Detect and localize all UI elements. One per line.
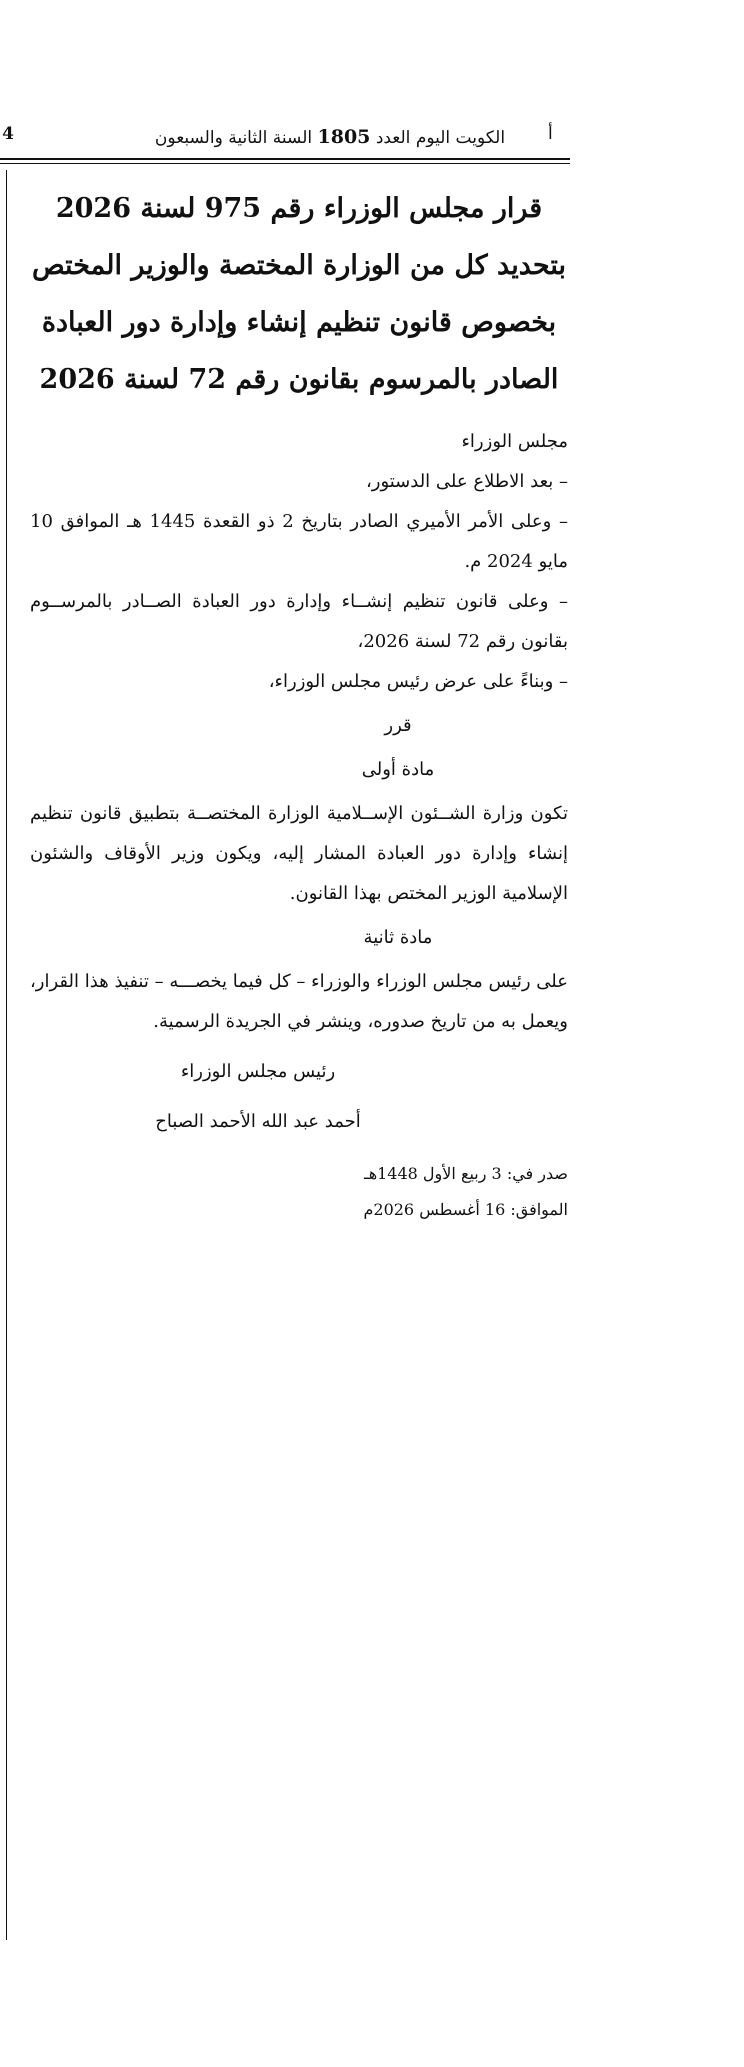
page-number: 4	[2, 124, 14, 144]
title-line: بخصوص قانون تنظيم إنشاء وإدارة دور العبادة	[41, 307, 557, 338]
header-rule-thin	[0, 163, 570, 164]
preamble-item: – بعد الاطلاع على الدستور،	[365, 471, 568, 492]
issue-number: 1805	[317, 126, 371, 148]
title-line: قرار مجلس الوزراء رقم 975 لسنة 2026	[55, 193, 543, 224]
page-letter: أ	[548, 124, 553, 144]
column-divider	[6, 170, 7, 1940]
title-line: بتحديد كل من الوزارة المختصة والوزير المختص	[31, 250, 567, 281]
article-1-text: تكون وزارة الشــئون الإســلامية الوزارة المختصــة بتطبيق قانون تنظيم إنشاء وإدارة دور العبادة المشار إليه، ويكون وزير الأوقاف والشئون الإسلامية الوزير المختص بهذا القانون.	[30, 803, 568, 904]
issue-date-hijri: صدر في: 3 ربيع الأول 1448هـ	[364, 1164, 568, 1183]
issuer: مجلس الوزراء	[461, 431, 568, 452]
decided-heading: قرر	[384, 715, 412, 736]
decision-title	[30, 180, 568, 408]
header-title-suffix: السنة الثانية والسبعون	[154, 128, 313, 148]
preamble-item: – وعلى قانون تنظيم إنشــاء وإدارة دور العبادة الصــادر بالمرســوم بقانون رقم 72 لسنة 2026،	[30, 591, 568, 652]
gazette-header	[130, 126, 530, 148]
article-2-text: على رئيس مجلس الوزراء والوزراء – كل فيما يخصـــه – تنفيذ هذا القرار، ويعمل به من تاريخ صدوره، وينشر في الجريدة الرسمية.	[30, 971, 568, 1032]
article-1-title: مادة أولى	[361, 759, 435, 780]
signature-name: أحمد عبد الله الأحمد الصباح	[155, 1111, 361, 1132]
issue-date-gregorian: الموافق: 16 أغسطس 2026م	[363, 1200, 568, 1219]
preamble-item: – وبناءً على عرض رئيس مجلس الوزراء،	[268, 671, 568, 692]
title-line: الصادر بالمرسوم بقانون رقم 72 لسنة 2026	[39, 364, 559, 395]
header-title-prefix: الكويت اليوم العدد	[375, 128, 506, 148]
article-2-title: مادة ثانية	[363, 927, 433, 948]
header-rule-thick	[0, 158, 570, 160]
signature-title: رئيس مجلس الوزراء	[180, 1061, 336, 1082]
preamble-item: – وعلى الأمر الأميري الصادر بتاريخ 2 ذو القعدة 1445 هـ الموافق 10 مايو 2024 م.	[30, 511, 568, 572]
decision-body	[30, 170, 568, 1228]
